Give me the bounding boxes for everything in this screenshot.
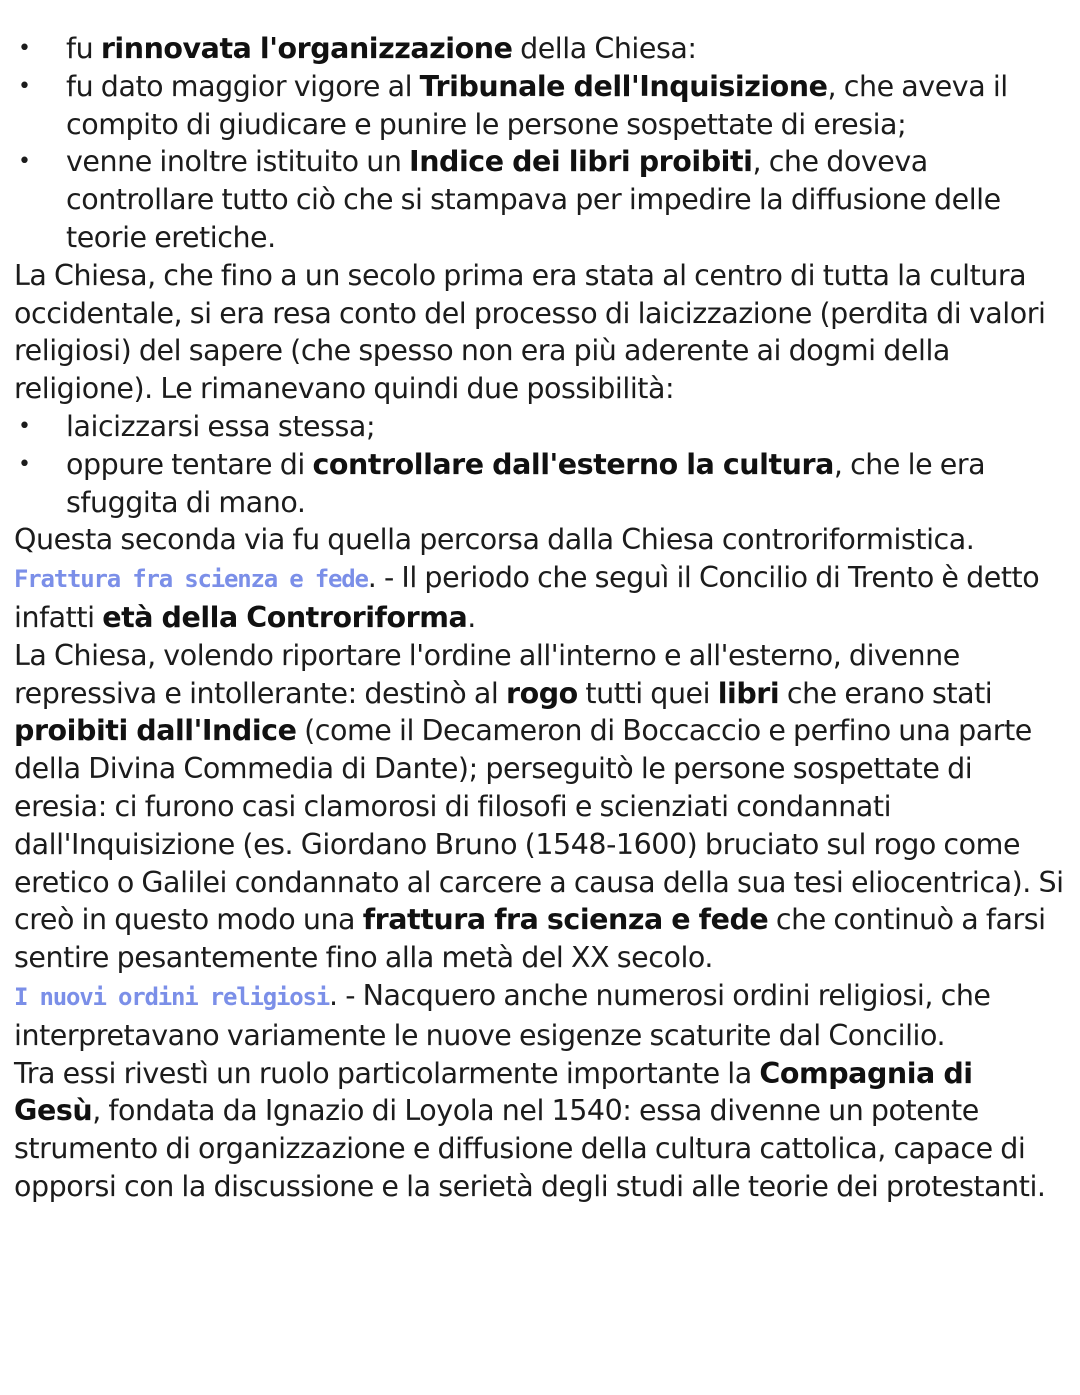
section-heading: Frattura fra scienza e fede [14, 565, 368, 594]
paragraph: La Chiesa, volendo riportare l'ordine all'interno e all'esterno, divenne repressiva e intollerante: destinò al rogo tutti quei libri che erano stati proibiti dall'Indice (come il Decameron di Boccaccio e perfino una parte della Divina Commedia di Dante); perseguitò le persone sospettate di eresia: ci furono casi clamorosi di filosofi e scienziati condannati dall'Inquisizione (es. Giordano Bruno (1548-1600) bruciato sul rogo come eretico o Galilei condannato al carcere a causa della sua tesi eliocentrica). Si creò in questo modo una frattura fra scienza e fede che continuò a farsi sentire pesantemente fino alla metà del XX secolo. [14, 638, 1064, 975]
bold-term: libri [717, 676, 780, 710]
bold-term: frattura fra scienza e fede [362, 903, 769, 937]
bullet-icon: • [18, 149, 31, 175]
list-item: • fu rinnovata l'organizzazione della Chiesa: [14, 30, 1066, 68]
bullet-icon: • [18, 413, 31, 439]
paragraph: Tra essi rivestì un ruolo particolarmente importante la Compagnia di Gesù, fondata da Ignazio di Loyola nel 1540: essa divenne un potente strumento di organizzazione e diffusione della cultura cattolica, capace di opporsi con la discussione e la serietà degli studi alle teorie dei protestanti. [14, 1056, 1046, 1203]
section-heading: I nuovi ordini religiosi [14, 982, 329, 1011]
section-ordini: I nuovi ordini religiosi. - Nacquero anche numerosi ordini religiosi, che interpretavano variamente le nuove esigenze scaturite dal Concilio. [14, 978, 991, 1052]
bullet-icon: • [18, 73, 31, 99]
paragraph: Questa seconda via fu quella percorsa dalla Chiesa controriformistica. [14, 523, 975, 557]
list-item: • fu dato maggior vigore al Tribunale dell'Inquisizione, che aveva il compito di giudicare e punire le persone sospettate di eresia; [18, 69, 1008, 141]
list-item: • venne inoltre istituito un Indice dei libri proibiti, che doveva controllare tutto ciò che si stampava per impedire la diffusione delle teorie eretiche. [18, 145, 1001, 254]
document-page [14, 30, 1066, 1206]
bullet-icon: • [18, 451, 31, 477]
bold-term: rinnovata l'organizzazione [100, 32, 513, 65]
list-item: • laicizzarsi essa stessa; [14, 408, 1066, 446]
section-frattura: Frattura fra scienza e fede. - Il periodo che seguì il Concilio di Trento è detto infatti età della Controriforma. [14, 561, 1040, 634]
bold-term: età della Controriforma [102, 600, 468, 634]
bold-term: Indice dei libri proibiti [409, 145, 753, 179]
bold-term: Tribunale dell'Inquisizione [419, 69, 828, 103]
bold-term: Compagnia di Gesù [14, 1056, 973, 1128]
paragraph: La Chiesa, che fino a un secolo prima era stata al centro di tutta la cultura occidentale, si era resa conto del processo di laicizzazione (perdita di valori religiosi) del sapere (che spesso non era più aderente ai dogmi della religione). Le rimanevano quindi due possibilità: [14, 258, 1046, 406]
list-item: • oppure tentare di controllare dall'esterno la cultura, che le era sfuggita di mano. [18, 447, 986, 519]
bold-term: rogo [506, 676, 578, 710]
bold-term: controllare dall'esterno la cultura [312, 447, 834, 481]
bold-term: proibiti dall'Indice [14, 714, 297, 748]
bullet-icon: • [18, 36, 31, 61]
